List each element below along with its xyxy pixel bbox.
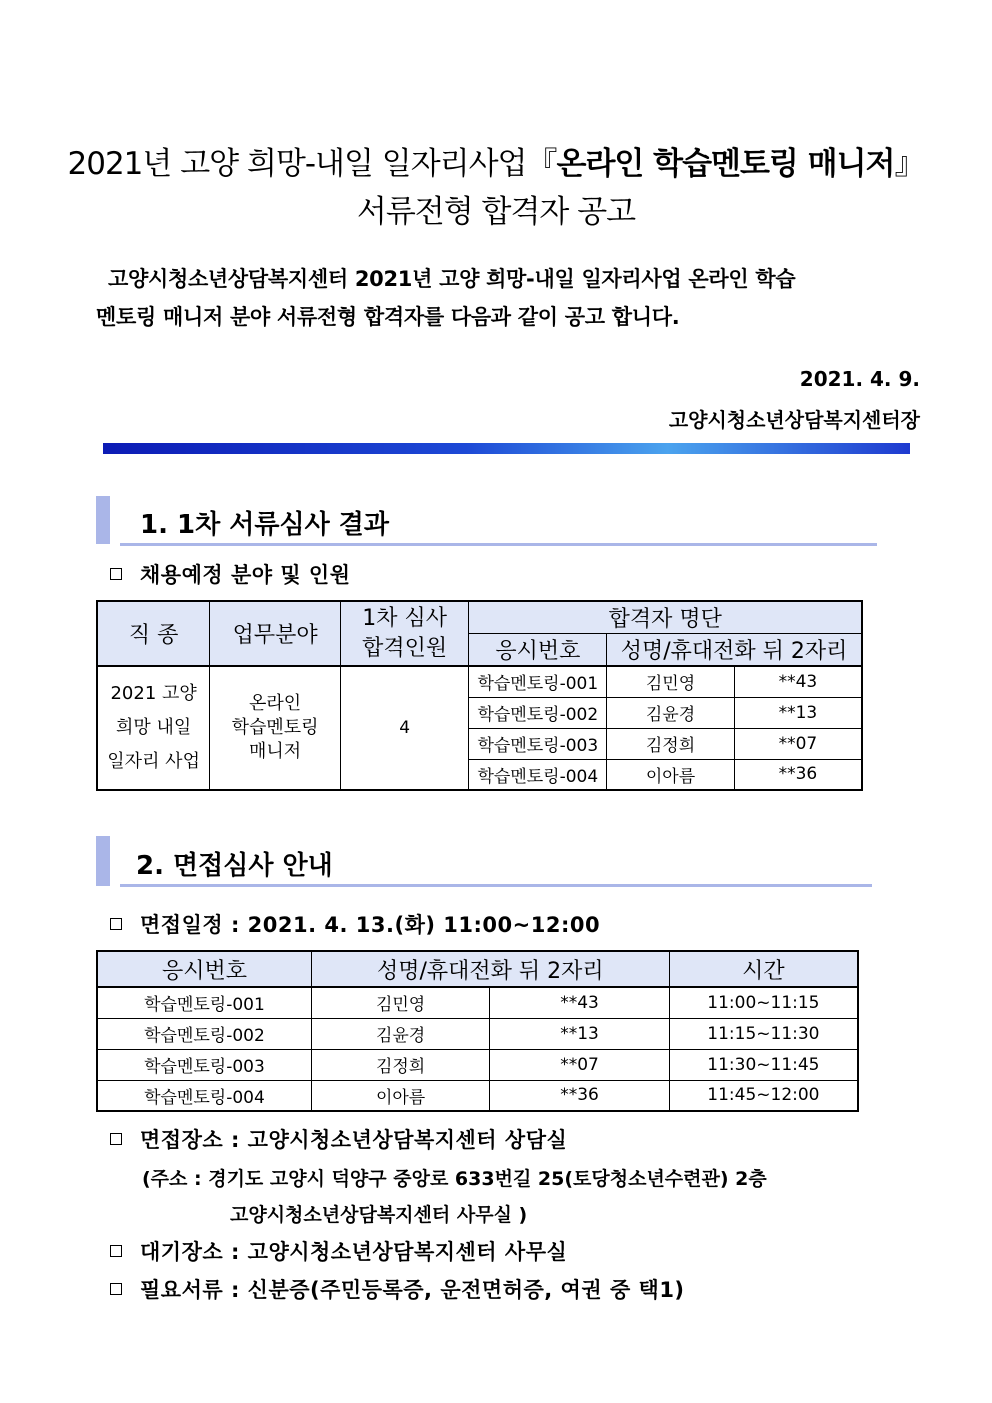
th-name: 성명/휴대전화 뒤 2자리 [607, 634, 862, 667]
address-line-1: (주소 : 경기도 고양시 덕양구 중앙로 633번길 25(토당청소년수련관) 2층 [142, 1168, 767, 1190]
section1-accent [96, 496, 110, 544]
table-row-no: 학습멘토링-001 [97, 987, 311, 1018]
table-row-no: 학습멘토링-002 [469, 697, 607, 728]
section2-accent [96, 836, 110, 886]
section1-bullet [110, 559, 351, 589]
table-row-name: 김윤경 [311, 1018, 489, 1049]
page-subtitle: 서류전형 합격자 공고 [356, 194, 636, 230]
table-row-time: 11:15~11:30 [669, 1018, 858, 1049]
th-name: 성명/휴대전화 뒤 2자리 [311, 951, 669, 987]
table-row-no: 학습멘토링-003 [97, 1049, 311, 1080]
notice-date: 2021. 4. 9. [799, 367, 920, 391]
table-row-no: 학습멘토링-004 [469, 759, 607, 790]
table-row-time: 11:30~11:45 [669, 1049, 858, 1080]
intro-line-2: 멘토링 매니저 분야 서류전형 합격자를 다음과 같이 공고 합니다. [96, 305, 680, 329]
th-count-line2: 합격인원 [362, 635, 448, 661]
docs-bullet [110, 1274, 685, 1304]
intro-line-1: 고양시청소년상담복지센터 2021년 고양 희망-내일 일자리사업 온라인 학습 [108, 267, 796, 291]
intro-paragraph [96, 260, 896, 336]
table-row-phone: **13 [490, 1018, 669, 1049]
th-count [340, 601, 469, 666]
table-row-name: 김정희 [607, 728, 735, 759]
square-bullet-icon [110, 1133, 122, 1145]
square-bullet-icon [110, 1245, 122, 1257]
th-no: 응시번호 [97, 951, 311, 987]
table-row-name: 김민영 [311, 987, 489, 1018]
area-line1: 온라인 [248, 693, 302, 714]
interview-table [96, 950, 859, 1112]
table-row-name: 이아름 [311, 1080, 489, 1111]
result-table [96, 600, 863, 791]
table-row-name: 김윤경 [607, 697, 735, 728]
th-count-line1: 1차 심사 [362, 605, 448, 631]
th-no: 응시번호 [469, 634, 607, 667]
th-area: 업무분야 [210, 601, 341, 666]
table-row-name: 이아름 [607, 759, 735, 790]
job-line3: 일자리 사업 [107, 751, 200, 772]
job-cell [97, 666, 210, 790]
schedule-text: 면접일정 : 2021. 4. 13.(화) 11:00~12:00 [140, 913, 601, 937]
title-suffix: 』 [894, 146, 925, 182]
address-line-2: 고양시청소년상담복지센터 사무실 ) [230, 1204, 528, 1226]
table-row-time: 11:45~12:00 [669, 1080, 858, 1111]
table-row-name: 김민영 [607, 666, 735, 697]
notice-org: 고양시청소년상담복지센터장 [668, 408, 920, 432]
section2-underline [120, 884, 872, 887]
table-row-no: 학습멘토링-002 [97, 1018, 311, 1049]
square-bullet-icon [110, 568, 122, 580]
title-prefix: 2021년 고양 희망-내일 일자리사업『 [67, 146, 557, 182]
page-title [0, 138, 992, 183]
place-bullet [110, 1124, 567, 1154]
area-cell [210, 666, 341, 790]
table-row-phone: **13 [734, 697, 862, 728]
th-time: 시간 [669, 951, 858, 987]
table-row-name: 김정희 [311, 1049, 489, 1080]
section1-bullet-text: 채용예정 분야 및 인원 [140, 563, 351, 587]
table-row-no: 학습멘토링-004 [97, 1080, 311, 1111]
table-row-phone: **36 [490, 1080, 669, 1111]
wait-text: 대기장소 : 고양시청소년상담복지센터 사무실 [140, 1240, 568, 1264]
table-row-phone: **36 [734, 759, 862, 790]
table-row-phone: **07 [734, 728, 862, 759]
section2-title: 2. 면접심사 안내 [136, 851, 333, 881]
th-job: 직 종 [97, 601, 210, 666]
area-line3: 매니저 [248, 741, 302, 762]
section1-underline [120, 543, 877, 546]
title-bold: 온라인 학습멘토링 매니저 [556, 146, 895, 182]
docs-text: 필요서류 : 신분증(주민등록증, 운전면허증, 여권 중 택1) [140, 1278, 685, 1302]
section1-title: 1. 1차 서류심사 결과 [140, 510, 390, 540]
job-line1: 2021 고양 [110, 683, 197, 704]
table-row-time: 11:00~11:15 [669, 987, 858, 1018]
place-text: 면접장소 : 고양시청소년상담복지센터 상담실 [140, 1128, 568, 1152]
square-bullet-icon [110, 918, 122, 930]
table-row-phone: **07 [490, 1049, 669, 1080]
count-cell: 4 [340, 666, 469, 790]
table-row-no: 학습멘토링-001 [469, 666, 607, 697]
square-bullet-icon [110, 1283, 122, 1295]
divider-gradient-bar [103, 443, 910, 454]
table-row-phone: **43 [734, 666, 862, 697]
th-pass: 합격자 명단 [469, 601, 862, 634]
job-line2: 희망 내일 [115, 717, 192, 738]
area-line2: 학습멘토링 [231, 717, 319, 738]
table-row-no: 학습멘토링-003 [469, 728, 607, 759]
schedule-bullet [110, 909, 600, 939]
wait-bullet [110, 1236, 567, 1266]
table-row-phone: **43 [490, 987, 669, 1018]
